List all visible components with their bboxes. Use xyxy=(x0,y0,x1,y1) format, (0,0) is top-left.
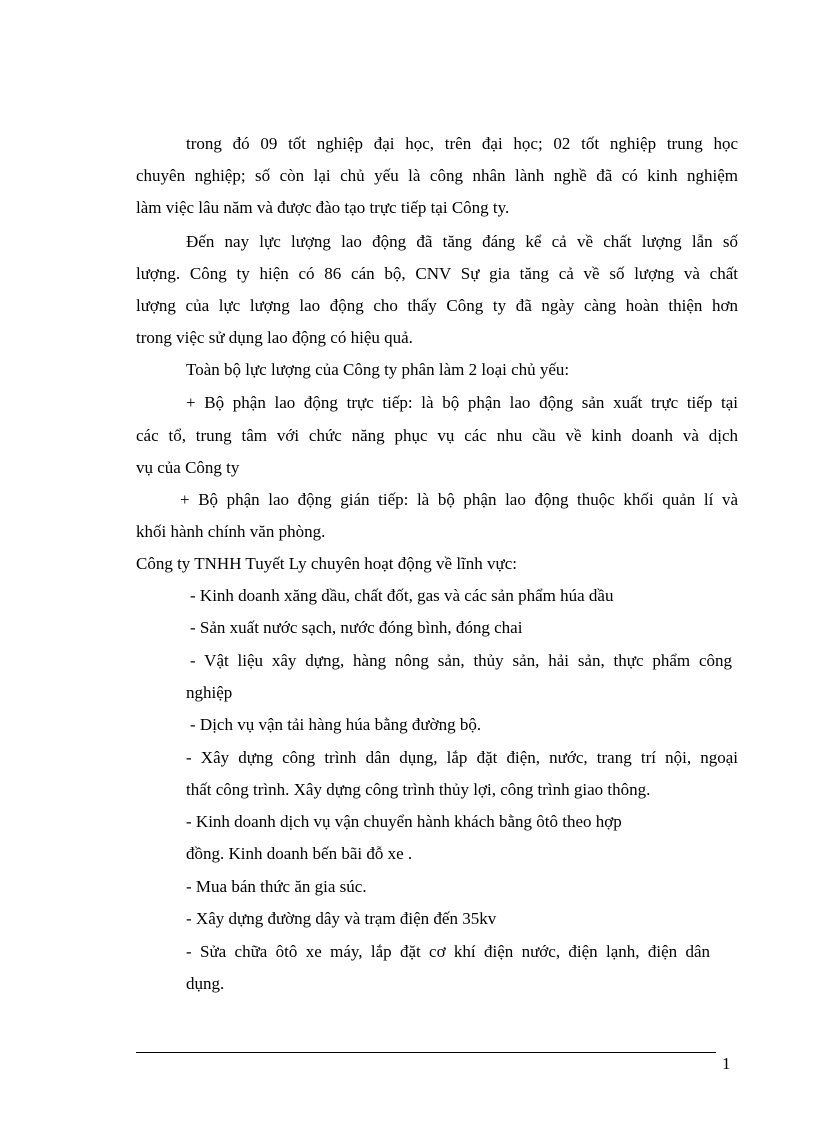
text-line: + Bộ phận lao động trực tiếp: là bộ phận lao động sản xuất trực tiếp tại xyxy=(186,393,738,412)
list-item: - Xây dựng đường dây và trạm điện đến 35kv xyxy=(186,909,497,928)
list-item: - Kinh doanh xăng dầu, chất đốt, gas và các sản phẩm húa dầu xyxy=(190,586,614,605)
list-item: - Dịch vụ vận tải hàng húa bằng đường bộ. xyxy=(190,715,482,734)
list-item: - Xây dựng công trình dân dụng, lắp đặt điện, nước, trang trí nội, ngoại xyxy=(186,748,738,767)
text-line: khối hành chính văn phòng. xyxy=(136,522,326,541)
text-line: Toàn bộ lực lượng của Công ty phân làm 2 loại chủ yếu: xyxy=(186,360,570,379)
footer-divider xyxy=(136,1052,716,1053)
text-line: Công ty TNHH Tuyết Ly chuyên hoạt động về lĩnh vực: xyxy=(136,554,517,573)
text-line: + Bộ phận lao động gián tiếp: là bộ phận lao động thuộc khối quản lí và xyxy=(180,490,738,509)
list-item: - Sản xuất nước sạch, nước đóng bình, đóng chai xyxy=(190,618,523,637)
text-line: các tổ, trung tâm với chức năng phục vụ các nhu cầu về kinh doanh và dịch xyxy=(136,426,738,445)
text-line: đồng. Kinh doanh bến bãi đỗ xe . xyxy=(186,844,413,863)
text-line: làm việc lâu năm và được đào tạo trực tiếp tại Công ty. xyxy=(136,198,510,217)
text-line: nghiệp xyxy=(186,683,233,702)
text-line: vụ của Công ty xyxy=(136,458,240,477)
text-line: dụng. xyxy=(186,974,225,993)
text-line: chuyên nghiệp; số còn lại chủ yếu là công nhân lành nghề đã có kinh nghiệm xyxy=(136,166,738,185)
text-line: trong đó 09 tốt nghiệp đại học, trên đại học; 02 tốt nghiệp trung học xyxy=(186,134,738,153)
page-number: 1 xyxy=(722,1054,731,1073)
text-line: trong việc sử dụng lao động có hiệu quả. xyxy=(136,328,413,347)
list-item: - Vật liệu xây dựng, hàng nông sản, thủy sản, hải sản, thực phẩm công xyxy=(190,651,732,670)
list-item: - Kinh doanh dịch vụ vận chuyển hành khách bằng ôtô theo hợp xyxy=(186,812,622,831)
list-item: - Mua bán thức ăn gia súc. xyxy=(186,877,367,896)
text-line: Đến nay lực lượng lao động đã tăng đáng kể cả về chất lượng lẫn số xyxy=(186,232,738,251)
list-item: - Sửa chữa ôtô xe máy, lắp đặt cơ khí điện nước, điện lạnh, điện dân xyxy=(186,942,710,961)
text-line: lượng. Công ty hiện có 86 cán bộ, CNV Sự gia tăng cả về số lượng và chất xyxy=(136,264,738,283)
text-line: lượng của lực lượng lao động cho thấy Công ty đã ngày càng hoàn thiện hơn xyxy=(136,296,738,315)
text-line: thất công trình. Xây dựng công trình thủy lợi, công trình giao thông. xyxy=(186,780,651,799)
